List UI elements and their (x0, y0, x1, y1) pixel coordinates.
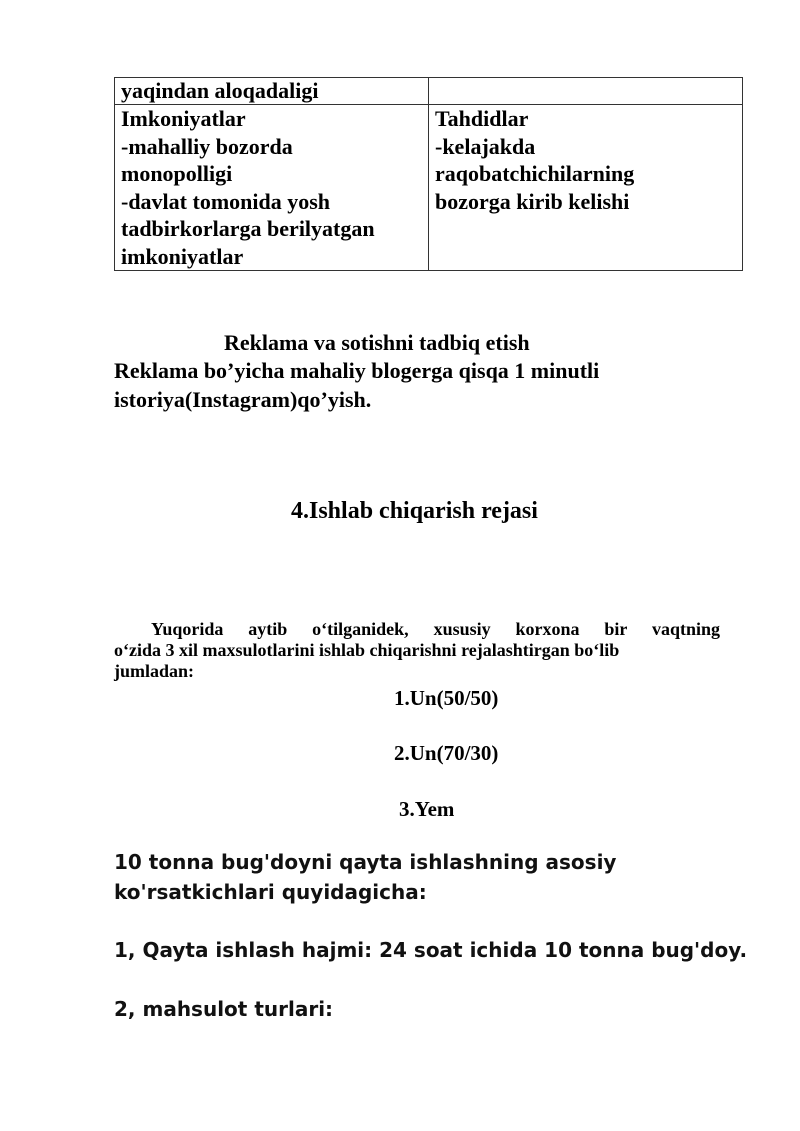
paragraph-line: jumladan: (114, 661, 195, 681)
threats-line: raqobatchichilarning (435, 161, 635, 186)
swot-cell-top-right (429, 78, 743, 105)
production-paragraph (114, 619, 720, 682)
product-item: 2.Un(70/30) (394, 741, 499, 765)
opportunities-line: monopolligi (121, 161, 233, 186)
opportunities-line: tadbirkorlarga berilyatgan (121, 216, 375, 241)
threats-heading: Tahdidlar (435, 106, 529, 131)
threats-line: bozorga kirib kelishi (435, 188, 630, 214)
opportunities-line: -davlat tomonida yosh (121, 188, 331, 214)
indicators-intro-line: ko'rsatkichlari quyidagicha: (114, 880, 427, 904)
swot-bottom-row (115, 105, 743, 271)
swot-top-row (115, 78, 743, 105)
swot-text: yaqindan aloqadaligi (121, 78, 319, 103)
product-item: 1.Un(50/50) (394, 686, 499, 710)
swot-table (114, 77, 743, 271)
swot-cell-threats (429, 105, 743, 271)
opportunities-line: -mahalliy bozorda (121, 133, 293, 159)
threats-line: -kelajakda (435, 133, 536, 159)
swot-cell-opportunities (115, 105, 429, 271)
paragraph-line: o‘zida 3 xil maxsulotlarini ishlab chiqarishni rejalashtirgan bo‘lib (114, 640, 620, 660)
indicators-intro-line: 10 tonna bug'doyni qayta ishlashning asosiy (114, 850, 617, 874)
product-item: 3.Yem (399, 797, 455, 821)
indicator-item: 1, Qayta ishlash hajmi: 24 soat ichida 10 tonna bug'doy. (114, 938, 748, 962)
advertising-title: Reklama va sotishni tadbiq etish (224, 330, 530, 355)
swot-cell-top-left (115, 78, 429, 105)
paragraph-line: Yuqorida aytib o‘tilganidek, xususiy korxona bir vaqtning (151, 619, 720, 639)
section-heading: 4.Ishlab chiqarish rejasi (291, 498, 538, 524)
advertising-text-line: istoriya(Instagram)qo’yish. (114, 387, 372, 412)
indicator-item: 2, mahsulot turlari: (114, 997, 334, 1021)
advertising-text-line: Reklama bo’yicha mahaliy blogerga qisqa 1 minutli (114, 358, 600, 383)
opportunities-line: imkoniyatlar (121, 243, 244, 269)
opportunities-heading: Imkoniyatlar (121, 106, 246, 131)
